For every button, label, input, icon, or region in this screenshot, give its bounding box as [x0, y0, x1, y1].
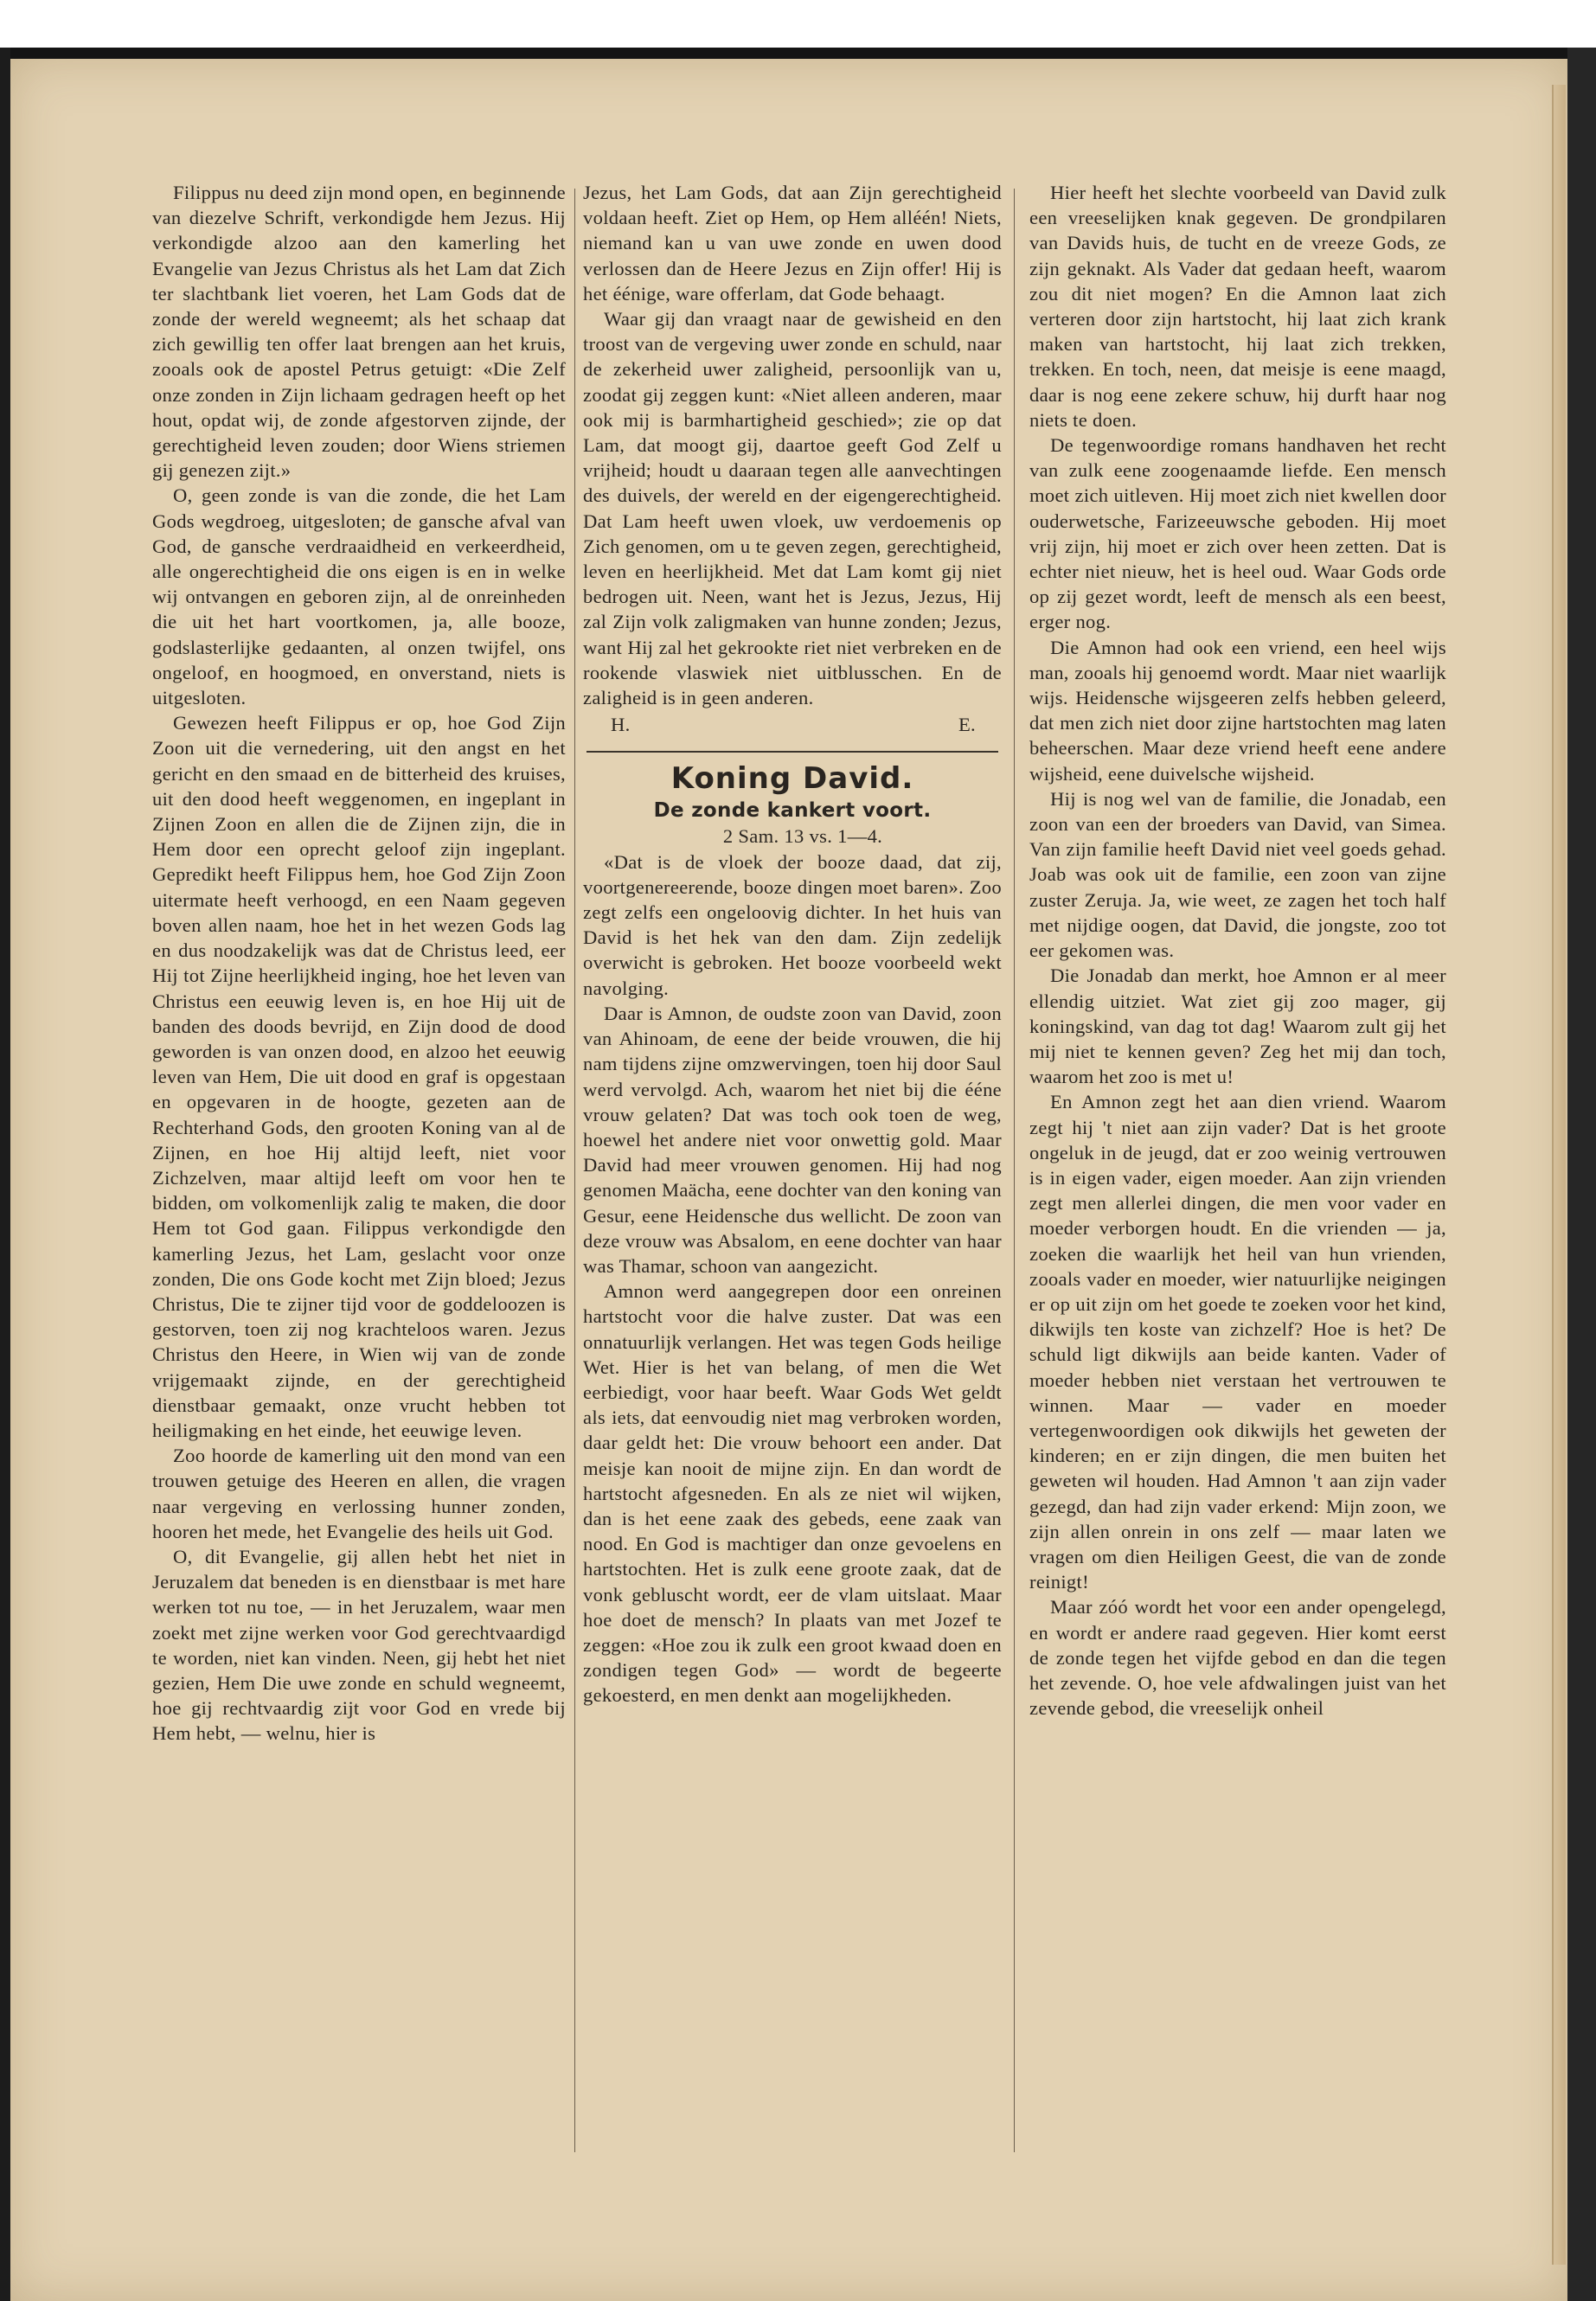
paragraph: «Dat is de vloek der booze daad, dat zij, voortgenereerende, booze dingen moet baren». Zoo zegt zelfs een ongeloovig dichter. In het huis van David is het hek van den dam. Zijn zedelijk overwicht is gebroken. Het booze voorbeeld wekt navolging.	[583, 850, 1002, 999]
paragraph: O, geen zonde is van die zonde, die het Lam Gods wegdroeg, uitgesloten; de gansche afval van God, de gansche verdraaidheid en verkeerdheid, alle ongerechtigheid die ons eigen is en in welke wij ontvangen en geboren zijn, al de onreinheden die uit het hart voortkomen, ja, alle booze, godslasterlijke gedaanten, al onzen twijfel, ons ongeloof, en hoogmoed, en onverstand, niets is uitgesloten.	[152, 484, 566, 709]
paragraph: Jezus, het Lam Gods, dat aan Zijn gerechtigheid voldaan heeft. Ziet op Hem, op Hem alléén! Niets, niemand kan u van uwe zonde en uwen dood verlossen dan de Heere Jezus en Zijn offer! Hij is het éénige, ware offerlam, dat Gode behaagt.	[583, 182, 1002, 304]
column-divider	[1014, 189, 1015, 2152]
paragraph: Die Amnon had ook een vriend, een heel wijs man, zooals hij genoemd wordt. Maar niet waarlijk wijs. Heidensche wijsgeeren zelfs hebben geleerd, dat men zich niet door zijne hartstochten mag laten beheerschen. Maar deze vriend heeft eene andere wijsheid, eene duivelsche wijsheid.	[1029, 636, 1446, 785]
author-signature	[583, 712, 1002, 737]
text-column-1	[152, 180, 566, 1747]
paragraph: Waar gij dan vraagt naar de gewisheid en den troost van de vergeving uwer zonde en schuld, naar de zekerheid uwer zaligheid, persoonlijk van u, zoodat gij zeggen kunt: «Niet alleen anderen, maar ook mij is barmhartigheid geschied»; zie op dat Lam, dat moogt gij, daartoe geeft God Zelf u vrijheid; houdt u daaraan tegen alle aanvechtingen des duivels, der wereld en der eigengerechtigheid. Dat Lam heeft uwen vloek, uw verdoemenis op Zich genomen, om u te geven zegen, gerechtigheid, leven en heerlijkheid. Met dat Lam komt gij niet bedrogen uit. Neen, want het is Jezus, Jezus, Hij zal Zijn volk zaligmaken van hunne zonden; Jezus, want Hij zal het gekrookte riet niet verbreken en de rookende vlaswiek niet uitblusschen. En de zaligheid is in geen anderen.	[583, 308, 1002, 709]
paragraph: Hij is nog wel van de familie, die Jonadab, een zoon van een der broeders van David, van Simea. Van zijn familie heeft David niet veel goeds gehad. Joab was ook uit de familie, een zoon van zijne zuster Zeruja. Ja, wie weet, ze zagen het toch half met nijdige oogen, dat David, die jongste, zoo tot eer gekomen was.	[1029, 787, 1446, 962]
newspaper-page	[10, 59, 1567, 2301]
paragraph: Daar is Amnon, de oudste zoon van David, zoon van Ahinoam, de eene der beide vrouwen, die hij nam tijdens zijne omzwervingen, toen hij door Saul werd vervolgd. Ach, waarom het niet bij die ééne vrouw gelaten? Dat was toch ook toen de weg, hoewel het andere niet voor onwettig gold. Maar David had meer vrouwen genomen. Hij had nog genomen Maächa, eene dochter van den koning van Gesur, eene Heidensche dus wellicht. De zoon van deze vrouw was Absalom, en eene dochter van haar was Thamar, schoon van aangezicht.	[583, 1002, 1002, 1277]
paragraph: Amnon werd aangegrepen door een onreinen hartstocht voor die halve zuster. Dat was een onnatuurlijk verlangen. Het was tegen Gods heilige Wet. Hier is het van belang, of men die Wet eerbiedigt, voor haar beeft. Waar Gods Wet geldt als iets, dat eenvoudig niet mag verbroken worden, daar geldt het: Die vrouw behoort een ander. Dat meisje kan nooit de mijne zijn. En dan wordt de hartstocht afgesneden. En als ze niet wil wijken, dan is het eene zaak des gebeds, eene zaak van nood. En God is machtiger dan onze gevoelens en hartstochten. Het is zulk eene groote zaak, dat de vonk gebluscht wordt, eer de vlam uitslaat. Maar hoe doet de mensch? In plaats van met Jozef te zeggen: «Hoe zou ik zulk een groot kwaad doen en zondigen tegen God» — wordt de begeerte gekoesterd, en men denkt aan mogelijkheden.	[583, 1280, 1002, 1707]
signature-initial-left: H.	[611, 714, 631, 736]
paragraph: Maar zóó wordt het voor een ander opengelegd, en wordt er andere raad gegeven. Hier komt eerst de zonde tegen het vijfde gebod en dan die tegen het zevende. O, hoe vele afdwalingen juist van het zevende gebod, die vreeselijk onheil	[1029, 1596, 1446, 1720]
paragraph: Die Jonadab dan merkt, hoe Amnon er al meer ellendig uitziet. Wat ziet gij zoo mager, gij koningskind, van dag tot dag! Waarom zult gij het mij niet te kennen geven? Zeg het mij dan toch, waarom het zoo is met u!	[1029, 965, 1446, 1088]
paragraph: O, dit Evangelie, gij allen hebt het niet in Jeruzalem dat beneden is en dienstbaar is met hare werken tot nu toe, — in het Jeruzalem, waar men zoekt met zijne werken voor God gerechtvaardigd te worden, niet kan vinden. Neen, gij hebt het niet gezien, Hem Die uwe zonde en schuld wegneemt, hoe gij rechtvaardig zijt voor God en vrede bij Hem hebt, — welnu, hier is	[152, 1545, 566, 1745]
scan-left-border	[0, 48, 10, 2301]
article-title: Koning David.	[670, 761, 914, 797]
paragraph: Filippus nu deed zijn mond open, en beginnende van diezelve Schrift, verkondigde hem Jezus. Hij verkondigde alzoo aan den kamerling het Evangelie van Jezus Christus als het Lam dat Zich ter slachtbank liet voeren, het Lam Gods dat de zonde der wereld wegneemt; als het schaap dat zich gewillig ten offer laat brengen aan het kruis, zooals ook de apostel Petrus getuigt: «Die Zelf onze zonden in Zijn lichaam gedragen heeft op het hout, opdat wij, de zonde afgestorven zijnde, der gerechtigheid leven zouden; door Wiens striemen gij genezen zijt.»	[152, 182, 566, 482]
column-divider	[574, 189, 575, 2152]
text-column-3	[1029, 180, 1446, 1721]
paragraph: Hier heeft het slechte voorbeeld van David zulk een vreeselijken knak gegeven. De grondpilaren van Davids huis, de tucht en de vreeze Gods, ze zijn geknakt. Als Vader dat gedaan heeft, waarom zou dit niet mogen? En die Amnon laat zich verteren door zijn hartstocht, hij laat zich krank maken van hartstocht, hij laat zich trekken, trekken. En toch, neen, dat meisje is eene maagd, daar is nog eene zekere schuw, hij durft haar nog niets te doen.	[1029, 182, 1446, 431]
scan-right-border	[1567, 48, 1596, 2301]
signature-initial-right: E.	[958, 714, 976, 736]
paragraph: Zoo hoorde de kamerling uit den mond van een trouwen getuige des Heeren en allen, die vragen naar vergeving en verlossing hunner zonden, hooren het mede, het Evangelie des heils uit God.	[152, 1445, 566, 1542]
article-separator	[586, 751, 998, 753]
text-column-2	[583, 180, 1002, 1708]
scan-top-border	[9, 48, 1596, 60]
paragraph: De tegenwoordige romans handhaven het recht van zulk eene zoogenaamde liefde. Een mensch moet zich uitleven. Hij moet zich niet kwellen door ouderwetsche, Farizeeuwsche geboden. Hij moet vrij zijn, hij moet er zich over heen zetten. Dat is echter niet nieuw, het is heel oud. Waar Gods orde op zij gezet wordt, leeft de mensch als een beest, erger nog.	[1029, 434, 1446, 633]
article-subtitle: De zonde kankert voort.	[653, 799, 932, 823]
page-fold-edge	[1552, 85, 1566, 2265]
scripture-reference: 2 Sam. 13 vs. 1—4.	[722, 825, 883, 848]
paragraph: Gewezen heeft Filippus er op, hoe God Zijn Zoon uit die vernedering, uit den angst en het gericht en den smaad en de bitterheid des kruises, uit den dood heeft weggenomen, en ingeplant in Zijnen Zoon en allen die de Zijnen zijn, die in Hem door een oprecht geloof zijn ingeplant. Gepredikt heeft Filippus hem, hoe God Zijn Zoon uitermate heeft verhoogd, en een Naam gegeven boven allen naam, hoe het in het wezen Gods lag en dus noodzakelijk was dat de Christus leed, eer Hij tot Zijne heerlijkheid inging, hoe het leven van Christus een eeuwig leven is, en hoe Hij uit de banden des doods bevrijd, en Zijn dood de dood geworden is van onzen dood, en alzoo het eeuwig leven van Hem, Die uit dood en graf is opgestaan en opgevaren in de hoogte, gezeten aan de Rechterhand Gods, den grooten Koning van al de Zijnen, en hoe Hij altijd leeft, niet voor Zichzelven, maar altijd leeft om voor hen te bidden, om volkomenlijk zalig te maken, die door Hem tot God gaan. Filippus verkondigde den kamerling Jezus, het Lam, geslacht voor onze zonden, Die ons Gode kocht met Zijn bloed; Jezus Christus, Die te zijner tijd voor de goddeloozen is gestorven, toen zij nog krachteloos waren. Jezus Christus den Heere, in Wien wij van de zonde vrijgemaakt zijnde, en der gerechtigheid dienstbaar gemaakt, onze vrucht hebben tot heiligmaking en het einde, het eeuwige leven.	[152, 712, 566, 1441]
paragraph: En Amnon zegt het aan dien vriend. Waarom zegt hij 't niet aan zijn vader? Dat is het groote ongeluk in de jeugd, dat er zoo weinig vertrouwen is in eigen vader, eigen moeder. Aan zijn vrienden zegt men allerlei dingen, die men voor vader en moeder verborgen houdt. En die vrienden — ja, zoeken die waarlijk het heil van hun vrienden, zooals vader en moeder, wier natuurlijke neigingen er op uit zijn om het goede te zoeken voor het kind, dikwijls ten koste van zichzelf? Hoe is het? De schuld ligt dikwijls aan beide kanten. Vader of moeder hebben niet verstaan het vertrouwen te winnen. Maar — vader en moeder vertegenwoordigen ook dikwijls het geweten der kinderen; en er zijn dingen, die men buiten het geweten wil houden. Had Amnon 't aan zijn vader gezegd, dan had zijn vader erkend: Mijn zoon, we zijn allen onrein in ons zelf — maar laten we vragen om dien Heiligen Geest, die van de zonde reinigt!	[1029, 1091, 1446, 1593]
